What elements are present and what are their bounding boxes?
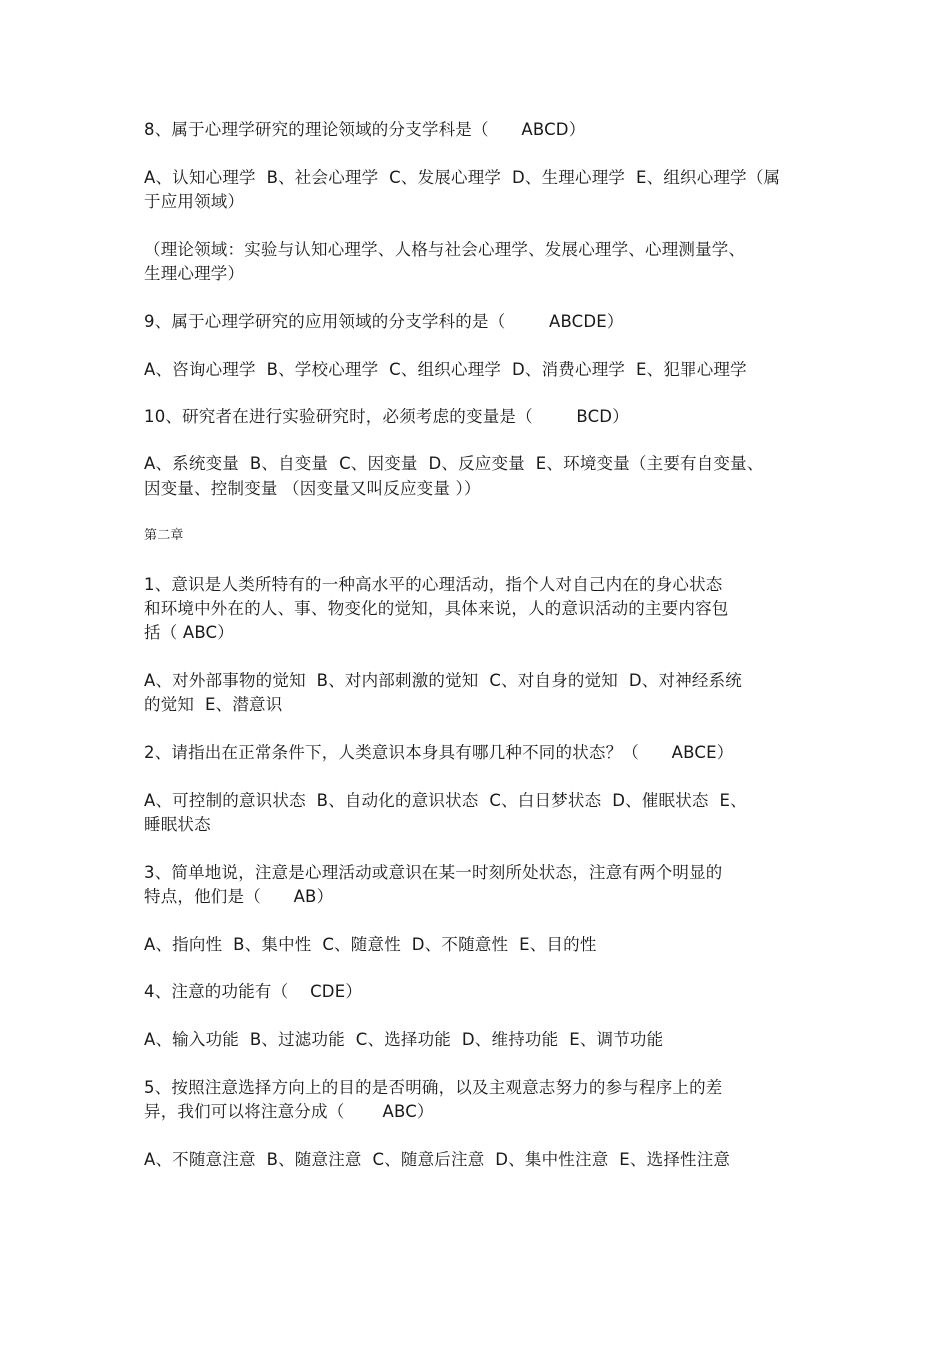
c2-q5-stem-cont: 异，我们可以将注意分成（ ABC） [144, 1102, 434, 1121]
q9-options: A、咨询心理学 B、学校心理学 C、组织心理学 D、消费心理学 E、犯罪心理学 [144, 360, 747, 379]
chapter-heading: 第二章 [144, 528, 184, 543]
c2-q3-stem-cont: 特点，他们是（ AB） [144, 887, 334, 906]
q9-stem: 9、属于心理学研究的应用领域的分支学科的是（ ABCDE） [144, 312, 624, 331]
c2-q3-stem: 3、简单地说，注意是心理活动或意识在某一时刻所处状态，注意有两个明显的 [144, 863, 723, 882]
c2-q2-options-cont: 睡眠状态 [144, 815, 211, 834]
q10-options: A、系统变量 B、自变量 C、因变量 D、反应变量 E、环境变量（主要有自变量、 [144, 454, 764, 473]
c2-q1-stem: 1、意识是人类所特有的一种高水平的心理活动，指个人对自己内在的身心状态 [144, 575, 723, 594]
q8-note: （理论领域：实验与认知心理学、人格与社会心理学、发展心理学、心理测量学、 [144, 240, 746, 259]
q8-options: A、认知心理学 B、社会心理学 C、发展心理学 D、生理心理学 E、组织心理学（属 [144, 168, 781, 187]
c2-q1-options-cont: 的觉知 E、潜意识 [144, 695, 283, 714]
c2-q5-stem: 5、按照注意选择方向上的目的是否明确，以及主观意志努力的参与程序上的差 [144, 1078, 723, 1097]
q8-note-cont: 生理心理学） [144, 264, 245, 283]
q8-options-cont: 于应用领域） [144, 192, 245, 211]
c2-q3-options: A、指向性 B、集中性 C、随意性 D、不随意性 E、目的性 [144, 935, 597, 954]
c2-q1-stem-cont2: 括（ ABC） [144, 623, 234, 642]
q8-stem: 8、属于心理学研究的理论领域的分支学科是（ ABCD） [144, 120, 586, 139]
c2-q1-options: A、对外部事物的觉知 B、对内部刺激的觉知 C、对自身的觉知 D、对神经系统 [144, 671, 743, 690]
q10-options-cont: 因变量、控制变量 （因变量又叫反应变量 ）） [144, 479, 481, 498]
c2-q4-options: A、输入功能 B、过滤功能 C、选择功能 D、维持功能 E、调节功能 [144, 1030, 664, 1049]
c2-q2-stem: 2、请指出在正常条件下，人类意识本身具有哪几种不同的状态？（ ABCE） [144, 743, 734, 762]
c2-q4-stem: 4、注意的功能有（ CDE） [144, 982, 363, 1001]
c2-q5-options: A、不随意注意 B、随意注意 C、随意后注意 D、集中性注意 E、选择性注意 [144, 1150, 731, 1169]
q10-stem: 10、研究者在进行实验研究时，必须考虑的变量是（ BCD） [144, 407, 629, 426]
c2-q2-options: A、可控制的意识状态 B、自动化的意识状态 C、白日梦状态 D、催眠状态 E、 [144, 791, 747, 810]
c2-q1-stem-cont: 和环境中外在的人、事、物变化的觉知，具体来说，人的意识活动的主要内容包 [144, 599, 729, 618]
